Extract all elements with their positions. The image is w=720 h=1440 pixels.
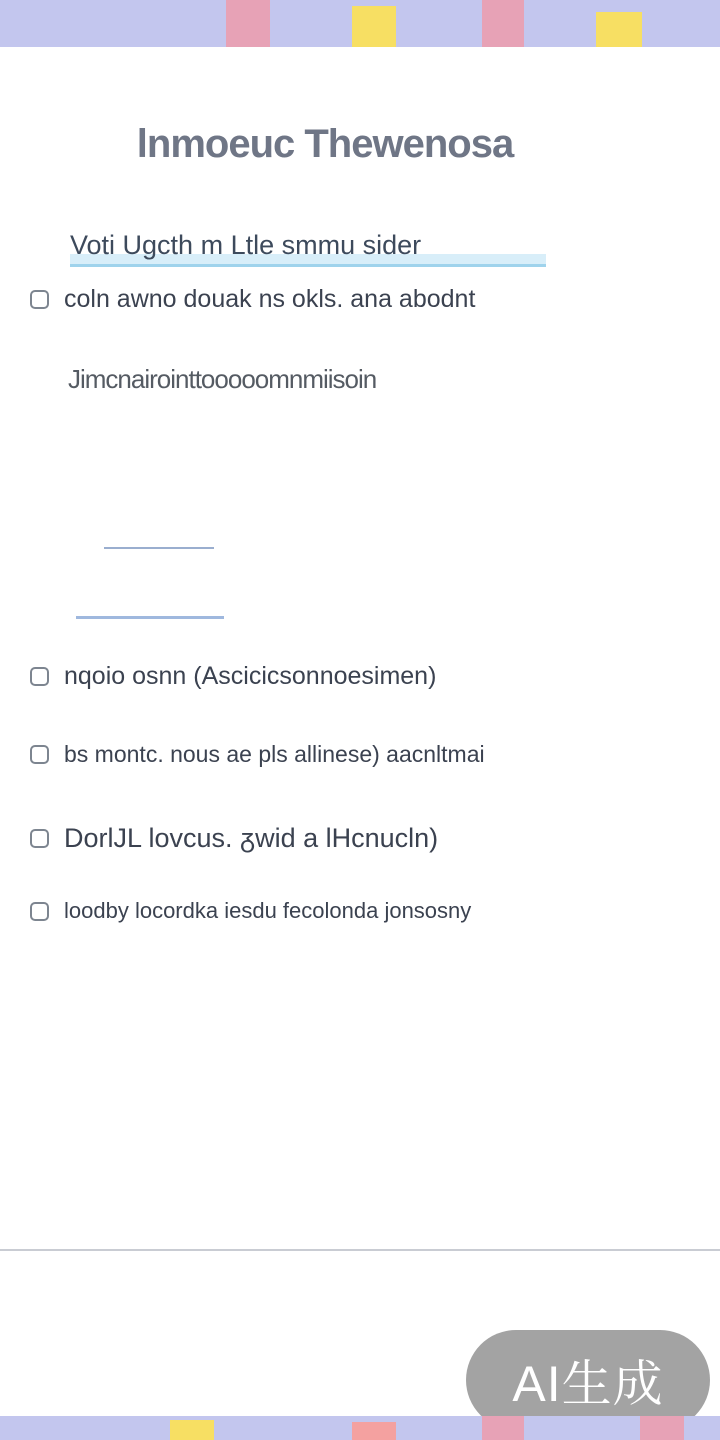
- option-label: nqoio osnn (Ascicicsonnoesimen): [64, 662, 437, 690]
- option-item-2[interactable]: [30, 662, 436, 691]
- option-item-5[interactable]: [30, 898, 471, 924]
- radio-icon[interactable]: [30, 667, 49, 686]
- radio-icon[interactable]: [30, 829, 49, 848]
- bottom-color-band: [0, 1416, 720, 1440]
- option-item-4[interactable]: [30, 823, 438, 854]
- radio-icon[interactable]: [30, 745, 49, 764]
- divider-line: [104, 547, 214, 549]
- top-color-band: [0, 0, 720, 47]
- option-item-1[interactable]: [30, 285, 475, 314]
- note-text: Jimcnairointtooooomnmiisoin: [68, 364, 377, 394]
- divider-line: [76, 616, 224, 619]
- option-label: coln awno douak ns okls. ana abodnt: [64, 285, 476, 313]
- page-title: lnmoeuc Thewenosa: [136, 122, 514, 166]
- option-label: loodby locordka iesdu fecolonda jonsosny: [64, 898, 472, 923]
- option-label: DorlJL lovcus. ᵹwid a lHcnucln): [64, 823, 439, 853]
- radio-icon[interactable]: [30, 290, 49, 309]
- page-subtitle: Voti Ugcth m Ltle smmu sider: [70, 228, 546, 267]
- footer-divider: [0, 1249, 720, 1251]
- ai-generated-badge: AI生成: [466, 1330, 710, 1430]
- option-label: bs montc. nous ae pls allinese) aacnltmai: [64, 741, 485, 767]
- option-item-3[interactable]: [30, 741, 485, 768]
- radio-icon[interactable]: [30, 902, 49, 921]
